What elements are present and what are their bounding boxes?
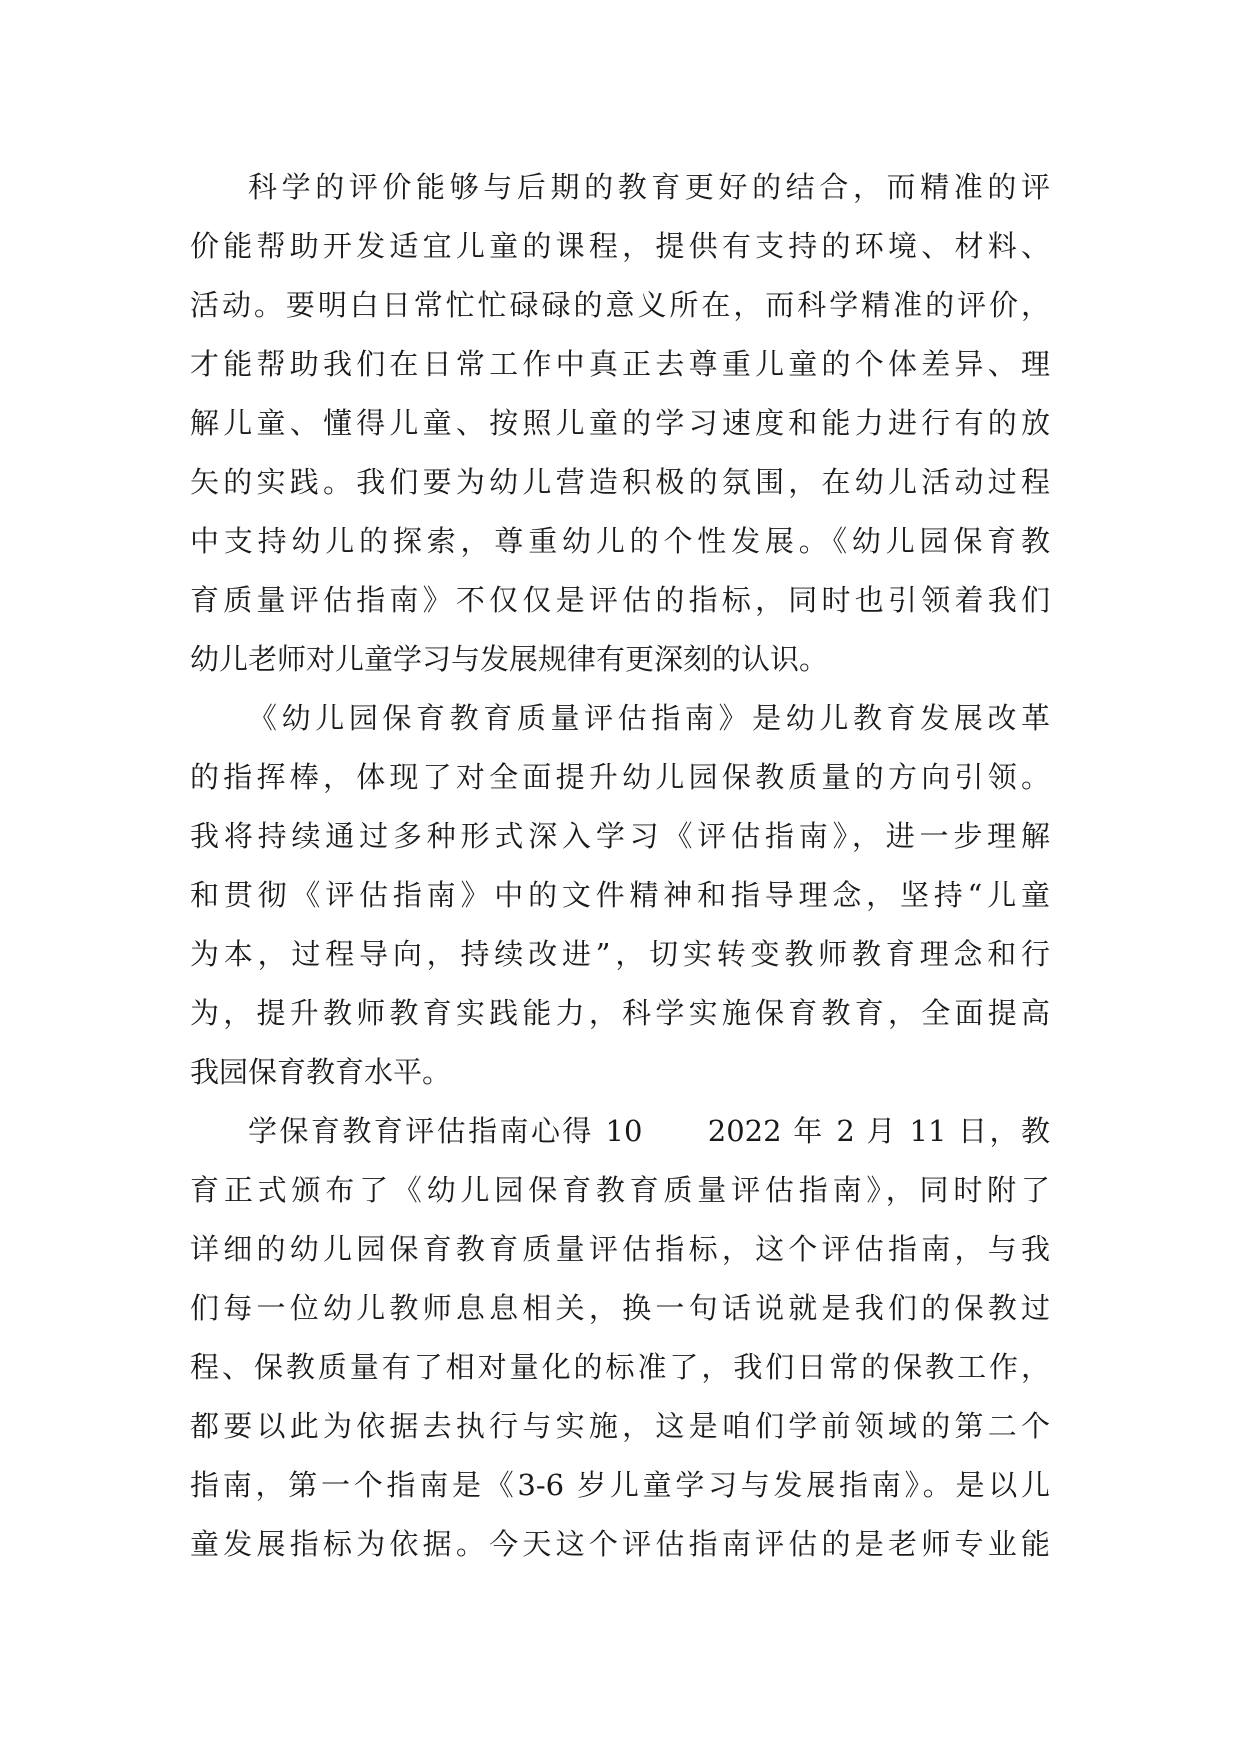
paragraph-line: 都要以此为依据去执行与实施，这是咱们学前领域的第二个: [190, 1409, 1050, 1443]
paragraph-line: 科学的评价能够与后期的教育更好的结合，而精准的评: [248, 170, 1050, 204]
paragraph-line: 指南，第一个指南是《3-6 岁儿童学习与发展指南》。是以儿: [190, 1468, 1050, 1502]
paragraph-line: 价能帮助开发适宜儿童的课程，提供有支持的环境、材料、: [190, 229, 1050, 263]
paragraph-line: 学保育教育评估指南心得 10 2022 年 2 月 11 日，教: [248, 1114, 1050, 1148]
paragraph-line: 为本，过程导向，持续改进”，切实转变教师教育理念和行: [190, 937, 1050, 971]
paragraph-line: 幼儿老师对儿童学习与发展规律有更深刻的认识。: [190, 642, 829, 676]
paragraph-line: 才能帮助我们在日常工作中真正去尊重儿童的个体差异、理: [190, 347, 1050, 381]
paragraph-line: 我园保育教育水平。: [190, 1055, 452, 1089]
paragraph-line: 详细的幼儿园保育教育质量评估指标，这个评估指南，与我: [190, 1232, 1050, 1266]
body-text: [190, 158, 1050, 1574]
paragraph-line: 的指挥棒，体现了对全面提升幼儿园保教质量的方向引领。: [190, 760, 1050, 794]
paragraph-line: 为，提升教师教育实践能力，科学实施保育教育，全面提高: [190, 996, 1050, 1030]
paragraph-line: 《幼儿园保育教育质量评估指南》是幼儿教育发展改革: [248, 701, 1050, 735]
paragraph-line: 我将持续通过多种形式深入学习《评估指南》，进一步理解: [190, 819, 1050, 853]
paragraph-line: 童发展指标为依据。今天这个评估指南评估的是老师专业能: [190, 1527, 1050, 1561]
paragraph-line: 矢的实践。我们要为幼儿营造积极的氛围，在幼儿活动过程: [190, 465, 1050, 499]
paragraph-line: 程、保教质量有了相对量化的标准了，我们日常的保教工作，: [190, 1350, 1050, 1384]
paragraph-line: 们每一位幼儿教师息息相关，换一句话说就是我们的保教过: [190, 1291, 1050, 1325]
paragraph-line: 育正式颁布了《幼儿园保育教育质量评估指南》，同时附了: [190, 1173, 1050, 1207]
paragraph-line: 解儿童、懂得儿童、按照儿童的学习速度和能力进行有的放: [190, 406, 1050, 440]
paragraph-line: 和贯彻《评估指南》中的文件精神和指导理念，坚持“儿童: [190, 878, 1050, 912]
paragraph-line: 活动。要明白日常忙忙碌碌的意义所在，而科学精准的评价，: [190, 288, 1050, 322]
paragraph-line: 中支持幼儿的探索，尊重幼儿的个性发展。《幼儿园保育教: [190, 524, 1050, 558]
paragraph-line: 育质量评估指南》不仅仅是评估的指标，同时也引领着我们: [190, 583, 1050, 617]
